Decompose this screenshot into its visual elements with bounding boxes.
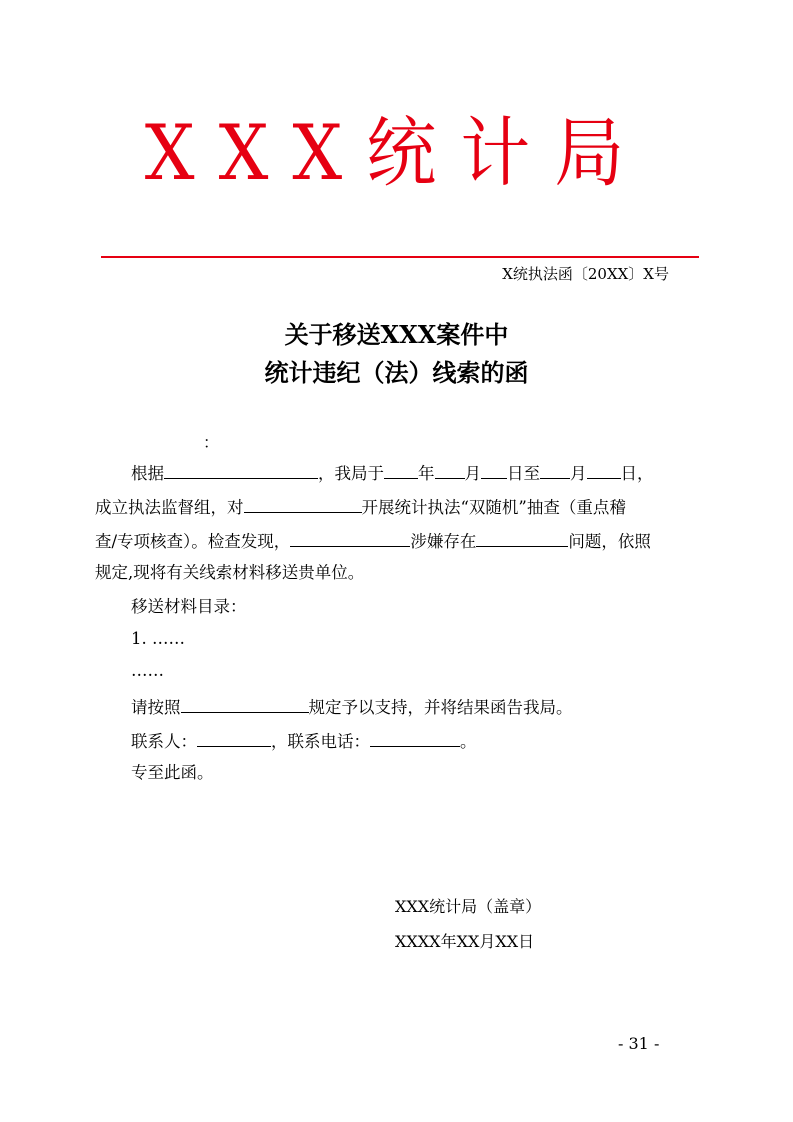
materials-heading: 移送材料目录：: [131, 597, 247, 616]
paragraph-1-line-2: [95, 494, 626, 519]
letterhead-divider: [101, 256, 699, 258]
material-more: ……: [131, 661, 164, 680]
text: 根据: [131, 464, 164, 483]
text: 查/专项核查）。检查发现，: [95, 532, 291, 551]
text: 年: [418, 464, 435, 483]
text: 开展统计执法“双随机”抽查（重点稽: [361, 498, 626, 517]
text: ，联系电话：: [271, 732, 370, 751]
text: ，我局于: [318, 464, 384, 483]
blank-contact-person: [197, 728, 271, 747]
signature-date: XXXX年XX月XX日: [395, 932, 535, 951]
blank-day-start: [481, 460, 507, 479]
blank-month-end: [540, 460, 570, 479]
document-number: X统执法函〔20XX〕X号: [502, 265, 669, 283]
page-number: - 31 -: [618, 1034, 660, 1053]
text: 涉嫌存在: [410, 532, 477, 551]
closing-line: 专至此函。: [131, 763, 214, 782]
signature-organization: XXX统计局（盖章）: [395, 897, 542, 916]
material-item-1: 1. ……: [131, 629, 185, 648]
blank-basis: [164, 460, 318, 479]
text: 请按照: [131, 698, 181, 717]
blank-subject: [290, 528, 410, 547]
paragraph-1-line-1: [131, 460, 654, 485]
text: 成立执法监督组，对: [95, 498, 244, 517]
paragraph-1-line-3: [95, 528, 651, 553]
paragraph-1-line-4: 规定,现将有关线索材料移送贵单位。: [95, 563, 365, 582]
recipient-colon: ：: [203, 433, 220, 452]
document-title-line-2: 统计违纪（法）线索的函: [264, 358, 529, 387]
text: 月: [464, 464, 481, 483]
text: 问题，依照: [568, 532, 651, 551]
blank-regulation: [181, 694, 309, 713]
blank-day-end: [587, 460, 621, 479]
text: 。: [460, 732, 477, 751]
document-title-line-1: 关于移送XXX案件中: [284, 320, 509, 349]
blank-contact-phone: [370, 728, 460, 747]
blank-month-start: [435, 460, 465, 479]
letterhead-title: XXX统计局: [144, 108, 649, 198]
request-line: [131, 694, 573, 719]
text: 规定予以支持，并将结果函告我局。: [308, 698, 573, 717]
text: 联系人：: [131, 732, 197, 751]
blank-target: [244, 494, 362, 513]
text: 日，: [620, 464, 654, 483]
blank-year: [384, 460, 418, 479]
text: 月: [570, 464, 587, 483]
contact-line: [131, 728, 477, 753]
blank-problem: [476, 528, 568, 547]
text: 日至: [507, 464, 540, 483]
